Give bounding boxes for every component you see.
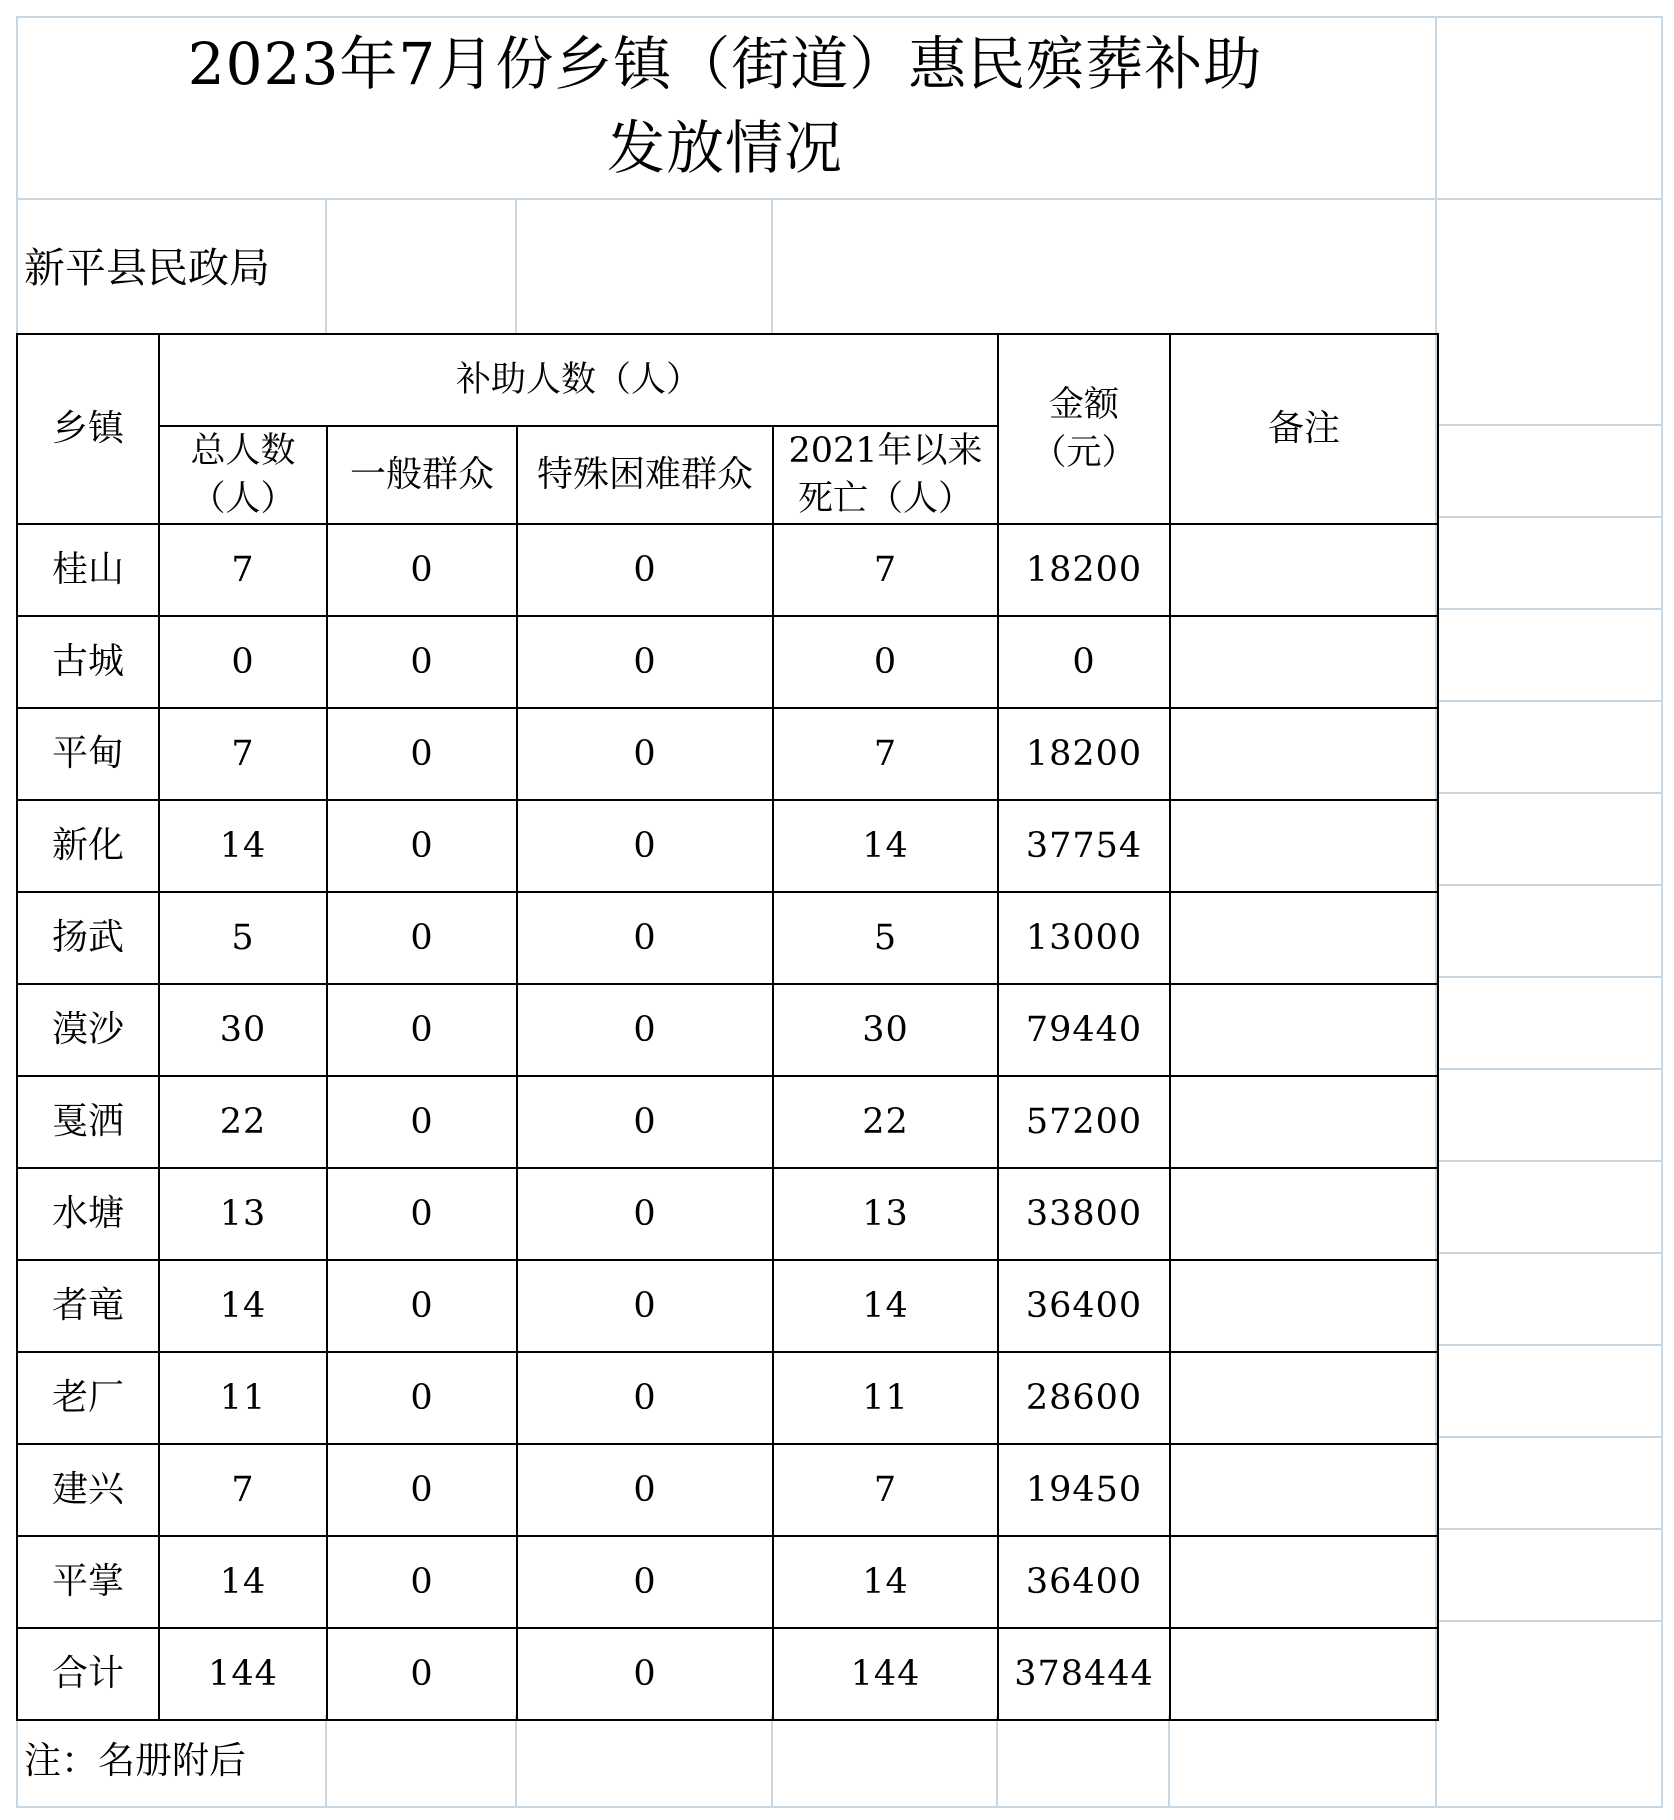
cell-special: 0 — [517, 800, 773, 892]
page-title — [120, 22, 1330, 190]
gridline-v — [515, 198, 517, 333]
cell-since2021: 30 — [773, 984, 998, 1076]
cell-total: 144 — [159, 1628, 327, 1720]
gridline-h — [1435, 792, 1663, 794]
gridline-h — [1435, 1436, 1663, 1438]
cell-since2021: 11 — [773, 1352, 998, 1444]
cell-remark — [1170, 1536, 1438, 1628]
cell-special: 0 — [517, 892, 773, 984]
cell-general: 0 — [327, 1628, 517, 1720]
gridline-v — [1168, 1715, 1170, 1806]
cell-town: 合计 — [17, 1628, 159, 1720]
gridline-h — [1435, 1160, 1663, 1162]
gridline-h — [1435, 1528, 1663, 1530]
cell-total: 11 — [159, 1352, 327, 1444]
cell-town: 建兴 — [17, 1444, 159, 1536]
cell-amount: 18200 — [998, 708, 1170, 800]
gridline-h — [1435, 884, 1663, 886]
cell-town: 水塘 — [17, 1168, 159, 1260]
cell-remark — [1170, 1444, 1438, 1536]
cell-remark — [1170, 1076, 1438, 1168]
header-general: 一般群众 — [327, 426, 517, 524]
header-since2021-text: 2021年以来死亡（人） — [788, 431, 983, 519]
cell-general: 0 — [327, 1260, 517, 1352]
cell-amount: 13000 — [998, 892, 1170, 984]
header-remark: 备注 — [1170, 334, 1438, 524]
cell-total: 7 — [159, 708, 327, 800]
cell-general: 0 — [327, 708, 517, 800]
gridline-h — [16, 198, 1663, 200]
cell-town: 者竜 — [17, 1260, 159, 1352]
subsidy-table — [16, 333, 1439, 1721]
table-row — [17, 524, 1438, 616]
cell-town: 新化 — [17, 800, 159, 892]
cell-general: 0 — [327, 984, 517, 1076]
cell-general: 0 — [327, 524, 517, 616]
cell-general: 0 — [327, 1352, 517, 1444]
cell-general: 0 — [327, 892, 517, 984]
cell-amount: 36400 — [998, 1260, 1170, 1352]
table-row — [17, 1536, 1438, 1628]
cell-amount: 79440 — [998, 984, 1170, 1076]
gridline-h — [1435, 1252, 1663, 1254]
header-amount — [998, 334, 1170, 524]
cell-since2021: 7 — [773, 524, 998, 616]
cell-special: 0 — [517, 984, 773, 1076]
cell-amount: 57200 — [998, 1076, 1170, 1168]
cell-since2021: 5 — [773, 892, 998, 984]
cell-general: 0 — [327, 1536, 517, 1628]
cell-special: 0 — [517, 1352, 773, 1444]
header-total-text: 总人数（人） — [190, 431, 296, 519]
cell-remark — [1170, 708, 1438, 800]
gridline-h — [16, 1806, 1663, 1808]
cell-general: 0 — [327, 1444, 517, 1536]
cell-town: 平掌 — [17, 1536, 159, 1628]
gridline-v — [1661, 16, 1663, 1806]
gridline-v — [325, 1715, 327, 1806]
cell-amount: 37754 — [998, 800, 1170, 892]
header-amount-text: 金额（元） — [1031, 385, 1137, 473]
cell-special: 0 — [517, 1628, 773, 1720]
header-total — [159, 426, 327, 524]
cell-special: 0 — [517, 1168, 773, 1260]
cell-town: 扬武 — [17, 892, 159, 984]
cell-amount: 19450 — [998, 1444, 1170, 1536]
gridline-v — [996, 1715, 998, 1806]
table-row — [17, 1444, 1438, 1536]
cell-total: 14 — [159, 800, 327, 892]
gridline-v — [325, 198, 327, 333]
header-town: 乡镇 — [17, 334, 159, 524]
cell-general: 0 — [327, 800, 517, 892]
cell-special: 0 — [517, 708, 773, 800]
cell-amount: 36400 — [998, 1536, 1170, 1628]
table-row — [17, 984, 1438, 1076]
cell-since2021: 14 — [773, 800, 998, 892]
header-special: 特殊困难群众 — [517, 426, 773, 524]
cell-remark — [1170, 892, 1438, 984]
cell-remark — [1170, 1352, 1438, 1444]
gridline-h — [1435, 700, 1663, 702]
gridline-h — [1435, 1068, 1663, 1070]
cell-general: 0 — [327, 616, 517, 708]
gridline-v — [771, 198, 773, 333]
cell-remark — [1170, 984, 1438, 1076]
cell-remark — [1170, 1628, 1438, 1720]
cell-special: 0 — [517, 1260, 773, 1352]
header-since2021 — [773, 426, 998, 524]
cell-town: 老厂 — [17, 1352, 159, 1444]
cell-amount: 378444 — [998, 1628, 1170, 1720]
cell-amount: 0 — [998, 616, 1170, 708]
cell-special: 0 — [517, 524, 773, 616]
cell-total: 0 — [159, 616, 327, 708]
cell-town: 桂山 — [17, 524, 159, 616]
cell-town: 漠沙 — [17, 984, 159, 1076]
cell-remark — [1170, 1168, 1438, 1260]
cell-special: 0 — [517, 1444, 773, 1536]
table-row — [17, 1168, 1438, 1260]
cell-remark — [1170, 616, 1438, 708]
cell-total: 30 — [159, 984, 327, 1076]
cell-since2021: 0 — [773, 616, 998, 708]
cell-special: 0 — [517, 616, 773, 708]
cell-total: 14 — [159, 1536, 327, 1628]
title-line-2: 发放情况 — [606, 114, 843, 182]
cell-total: 5 — [159, 892, 327, 984]
cell-town: 戛洒 — [17, 1076, 159, 1168]
cell-town: 平甸 — [17, 708, 159, 800]
cell-since2021: 7 — [773, 1444, 998, 1536]
cell-amount: 33800 — [998, 1168, 1170, 1260]
cell-total: 22 — [159, 1076, 327, 1168]
title-line-1: 2023年7月份乡镇（街道）惠民殡葬补助 — [187, 30, 1263, 98]
cell-total: 7 — [159, 1444, 327, 1536]
cell-remark — [1170, 800, 1438, 892]
cell-remark — [1170, 1260, 1438, 1352]
table-row — [17, 1352, 1438, 1444]
cell-total: 7 — [159, 524, 327, 616]
cell-special: 0 — [517, 1076, 773, 1168]
gridline-h — [1435, 424, 1663, 426]
cell-amount: 18200 — [998, 524, 1170, 616]
cell-general: 0 — [327, 1076, 517, 1168]
cell-special: 0 — [517, 1536, 773, 1628]
cell-total: 14 — [159, 1260, 327, 1352]
gridline-h — [1435, 1344, 1663, 1346]
cell-remark — [1170, 524, 1438, 616]
gridline-h — [1435, 516, 1663, 518]
gridline-h — [1435, 1620, 1663, 1622]
table-row — [17, 616, 1438, 708]
table-row — [17, 892, 1438, 984]
cell-amount: 28600 — [998, 1352, 1170, 1444]
header-group: 补助人数（人） — [159, 334, 998, 426]
table-row-total — [17, 1628, 1438, 1720]
gridline-v — [515, 1715, 517, 1806]
cell-since2021: 144 — [773, 1628, 998, 1720]
footnote: 注：名册附后 — [24, 1739, 246, 1782]
cell-total: 13 — [159, 1168, 327, 1260]
table-row — [17, 1260, 1438, 1352]
table-row — [17, 708, 1438, 800]
issuer-label: 新平县民政局 — [24, 244, 270, 292]
table-row — [17, 1076, 1438, 1168]
table-row — [17, 800, 1438, 892]
cell-since2021: 14 — [773, 1536, 998, 1628]
cell-since2021: 7 — [773, 708, 998, 800]
gridline-h — [1435, 608, 1663, 610]
cell-town: 古城 — [17, 616, 159, 708]
cell-since2021: 22 — [773, 1076, 998, 1168]
cell-since2021: 14 — [773, 1260, 998, 1352]
gridline-v — [771, 1715, 773, 1806]
header-row-1 — [17, 334, 1438, 426]
cell-since2021: 13 — [773, 1168, 998, 1260]
cell-general: 0 — [327, 1168, 517, 1260]
gridline-h — [16, 16, 1663, 18]
gridline-h — [1435, 976, 1663, 978]
